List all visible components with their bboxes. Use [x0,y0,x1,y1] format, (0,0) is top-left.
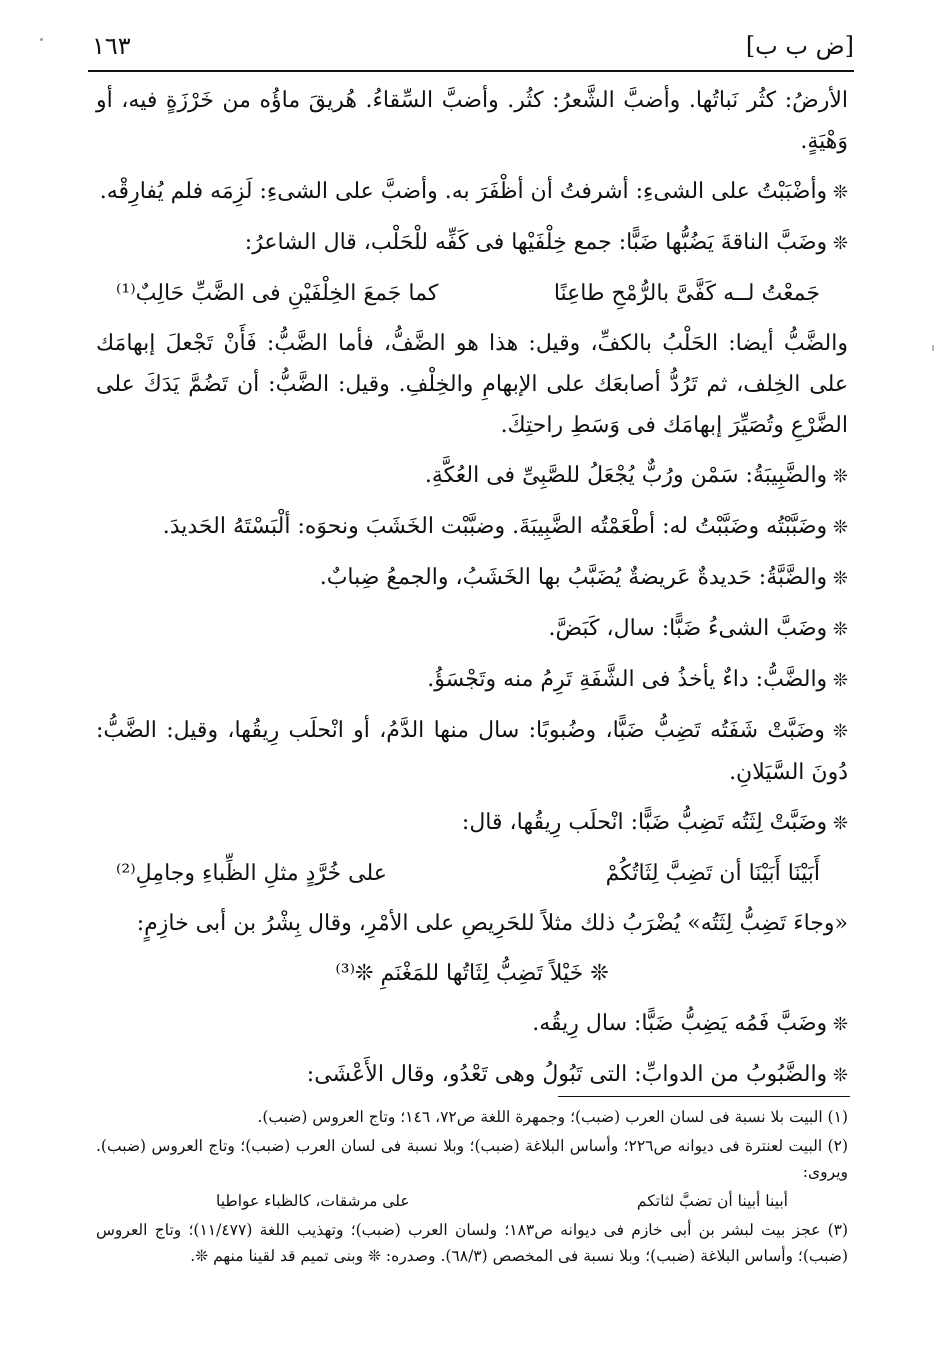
header-rule [88,70,854,72]
scan-speck [40,38,43,41]
verse-first-hemistich: أَبَيْنَا أَبَيْنَا أن تَضِبَّ لِثَاتُكُمْ [605,861,820,886]
page-number: ١٦٣ [92,32,131,60]
entry-paragraph: ❊ وضَبَّ الناقةَ يَضُبُّها ضَبًّا: جمع خِلْفَيْها فى كَفِّه للْحَلْب، قال الشاعرُ: [96,222,848,264]
poem-half-verse: ❊ خَيْلاً تَضِبُّ لِثَاتُها للمَغْنَمِ ❊⁽³⁾ [335,961,609,986]
verse-first-hemistich: جَمعْتُ لــه كَفَّىَّ بالرُّمْحِ طاعِنًا [553,281,820,306]
entry-paragraph: ❊ وضَبَّبْتُه وضَبَّبْتُ له: أطْعَمْتُه الضَّبِيبَةَ. وضبَّبْت الخَشَبَ ونحوَه: ألْبَسْتَهُ الحَديدَ. [96,506,848,548]
entry-paragraph: ❊ والضَّبَّةُ: حَديدةٌ عَريضةٌ يُضَبَّبُ بها الخَشَبُ، والجمعُ ضِبابٌ. [96,557,848,599]
verse-first-hemistich: أبينا أبينا أن تضبَّ لثاتكم [636,1192,788,1210]
page-header [92,24,854,68]
verse-second-hemistich: كما جَمعَ الخِلْفَيْنِ فى الضَّبِّ حَالِبٌ⁽¹⁾ [116,281,439,306]
entry-paragraph: «وجاءَ تَضِبُّ لِثَتُه» يُضْرَبُ ذلك مثلاً للحَرِيصِ على الأمْرِ، وقال بِشْرُ بن أبى خازِمٍ: [136,911,848,936]
footnote-1: (١) البيت بلا نسبة فى لسان العرب (ضبب)؛ وجمهرة اللغة ص٧٢، ١٤٦؛ وتاج العروس (ضبب). [257,1108,848,1126]
scan-mark [932,345,934,351]
verse-second-hemistich: على مرشقات، كالظباء عواطيا [216,1192,410,1210]
entry-paragraph: ❊ والضَّبِيبَةُ: سَمْن ورُبٌّ يُجْعَلُ للصَّبِىِّ فى العُكَّةِ. [96,455,848,497]
entry-paragraph: ❊ وأضْبَبْتُ على الشىءِ: أشرفتُ أن أظْفَرَ به. وأضبَّ على الشىءِ: لَزِمَه فلم يُفارِقْه. [96,171,848,213]
poem-verse [96,853,848,894]
footnote-verse [96,1188,848,1214]
poem-verse [96,273,848,314]
verse-second-hemistich: على خُرَّدٍ مثلِ الظِّباءِ وجامِلِ⁽²⁾ [116,861,387,886]
footnote-2: (٢) البيت لعنترة فى ديوانه ص٢٢٦؛ وأساس البلاغة (ضبب)؛ وبلا نسبة فى لسان العرب (ضبب)؛ وتاج العروس (ضبب). ويروى: [96,1137,848,1181]
entry-paragraph: ❊ والضَّبُوبُ من الدوابِّ: التى تَبُولُ وهى تَعْدُو، وقال الأَعْشَى: [96,1054,848,1096]
running-head: [ض ب ب] [745,32,854,60]
footnotes [96,1104,848,1272]
footnote-3: (٣) عجز بيت لبشر بن أبى خازم فى ديوانه ص١٨٣؛ ولسان العرب (ضبب)؛ وتهذيب اللغة (١١/٤٧٧)؛ وتاج العروس (ضبب)؛ وأساس البلاغة (ضبب)؛ وبلا نسبة فى المخصص (٦٨/٣). وصدره: ❊ وبنى تميم قد لقينا منهم ❊. [96,1221,849,1265]
entry-paragraph: ❊ وضَبَّ فَمُه يَضِبُّ ضَبًّا: سال رِيقُه. [96,1003,848,1045]
footnote-rule [558,1096,850,1097]
entry-paragraph: والضَّبُّ أيضا: الحَلْبُ بالكفِّ، وقيل: هذا هو الضَّفُّ، فأما الضَّبُّ: فَأَنْ تَجْعلَ إبهامَك على الخِلف، ثم تَرُدُّ أصابعَك على الإبهامِ والخِلْفِ. وقيل: الضَّبُّ: أن تَضُمَّ يَدَكَ على الضَّرْعِ وتُصَيِّرَ إبهامَك فى وَسَطِ راحتِكَ. [96,331,848,438]
entry-body [96,80,848,1105]
paragraph-continued: الأرضُ: كثُر نَباتُها. وأضبَّ الشَّعرُ: كثُر. وأضبَّ السِّقاءُ. هُريقَ ماؤُه من خَرْزَةٍ فيه، أو وَهْيَةٍ. [96,88,848,154]
entry-paragraph: ❊ والضَّبُّ: داءٌ يأخذُ فى الشَّفَةِ تَرِمُ منه وتَجْسَؤُ. [96,659,848,701]
entry-paragraph: ❊ وضَبَّ الشىءُ ضَبًّا: سال، كَبَضَّ. [96,608,848,650]
entry-paragraph: ❊ وضَبَّتْ شَفَتُه تَضِبُّ ضَبًّا، وضُبوبًا: سال منها الدَّمُ، أو انْحلَب رِيقُها، وقيل: الضَّبُّ: دُونَ السَّيَلانِ. [96,710,848,793]
entry-paragraph: ❊ وضَبَّتْ لِثَتُه تَضِبُّ ضَبًّا: انْحلَب رِيقُها، قال: [96,802,848,844]
